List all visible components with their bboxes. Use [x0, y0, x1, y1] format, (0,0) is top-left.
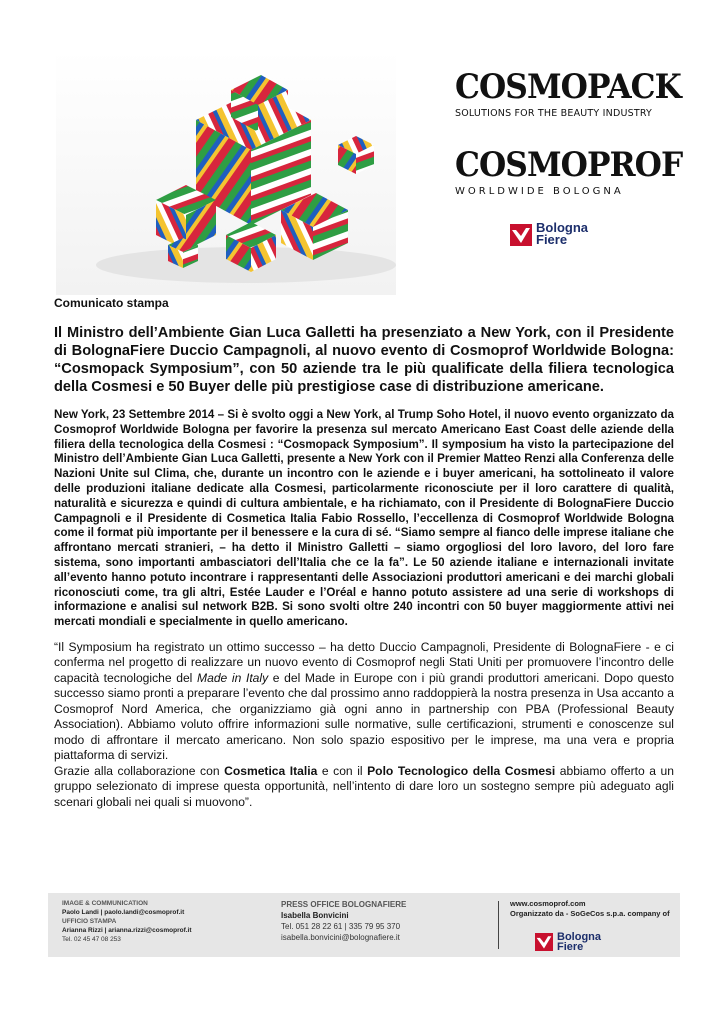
footer-heading-image: IMAGE & COMMUNICATION [62, 900, 148, 907]
quote-paragraph-1 [54, 640, 674, 764]
cosmoprof-logo [455, 145, 683, 197]
footer-email-2[interactable]: isabella.bonvicini@bolognafiere.it [281, 933, 400, 942]
quote2-bold-cosmetica-italia: Cosmetica Italia [224, 763, 318, 778]
cosmopack-wordmark: COSMOPACK [455, 67, 681, 107]
footer-bolognafiere-mark-icon [535, 933, 553, 951]
hero-image-cubes [56, 50, 396, 295]
headline: Il Ministro dell’Ambiente Gian Luca Galletti ha presenziato a New York, con il Presidente di BolognaFiere Duccio Campagnoli, al nuovo evento di Cosmoprof Worldwide Bologna: “Cosmopack Symposium”, con 50 aziende tra le più qualificate della filiera tecnologica della Cosmesi e 50 Buyer delle più prestigiose case di distribuzione americane. [54, 325, 674, 395]
cosmoprof-wordmark: COSMOPROF [455, 145, 683, 185]
quote2-bold-polo-tecnologico: Polo Tecnologico della Cosmesi [367, 763, 556, 778]
footer-tel-2: Tel. 051 28 22 61 | 335 79 95 370 [281, 922, 401, 931]
bolognafiere-line2: Fiere [536, 232, 568, 247]
footer-contacts [48, 893, 680, 957]
bolognafiere-line1: Bologna [536, 220, 588, 235]
footer-bolognafiere-line2: Fiere [557, 941, 584, 953]
cosmopack-logo [455, 67, 681, 119]
quote2-text-1: Grazie alla collaborazione con [54, 763, 225, 778]
footer-col-press-office [281, 899, 481, 943]
footer-organizer: Organizzato da - SoGeCos s.p.a. company of [510, 909, 670, 918]
bolognafiere-mark-icon [510, 224, 532, 246]
paragraph-main: New York, 23 Settembre 2014 – Si è svolto oggi a New York, al Trump Soho Hotel, il nuovo evento organizzato da Cosmoprof Worldwide Bologna per favorire la presenza sul mercato Americano East Coast delle aziende della filiera della tecnologica della Cosmesi : “Cosmopack Symposium”. Il symposium ha visto la partecipazione del Ministro dell’Ambiente Gian Luca Galletti, presente a New York con il Premier Matteo Renzi alla Conferenza delle Nazioni Unite sul Clima, che, durante un incontro con le aziende e i buyer americani, ha sottolineato il valore delle produzioni italiane dedicate alla Cosmesi, particolarmente riconosciute per il loro carattere di qualità, naturalità e sicurezza e quindi di cultura ambientale, e ha richiamato, con il Presidente di BolognaFiere Duccio Campagnoli e il Presidente di Cosmetica Italia Fabio Rossello, l’eccellenza di Cosmoprof Worldwide Bologna come il format più importante per il benessere e la cura di sé. “Siamo sempre al fianco delle imprese italiane che affrontano mercati stranieri, – ha detto il Ministro Galletti – siamo orgogliosi del loro lavoro, del loro fare sistema, sono importanti ambasciatori dell’Italia che ce la fa”. Le 50 aziende italiane e internazionali invitate all’evento hanno potuto incontrare i rappresentanti delle Associazioni produttori americani e dei marchi globali riconosciuti come, tra gli altri, Estée Lauder e l’Oréal e hanno potuto assistere ad una serie di workshops di informazione e analisi sul network B2B. Si sono svolti oltre 240 incontri con 50 buyer maggiormente attivi nei mercati mondiali e specialmente in quello americano. [54, 408, 674, 629]
quote-paragraph-2 [54, 764, 674, 811]
bolognafiere-logo [510, 220, 620, 250]
footer-heading-press: PRESS OFFICE BOLOGNAFIERE [281, 900, 407, 909]
cosmoprof-tagline: WORLDWIDE BOLOGNA [455, 186, 624, 197]
press-release-body [54, 296, 674, 810]
footer-heading-ufficio: UFFICIO STAMPA [62, 918, 117, 925]
footer-contact-bonvicini: Isabella Bonvicini [281, 911, 349, 920]
footer-bolognafiere-line1: Bologna [557, 931, 601, 943]
footer-contact-landi: Paolo Landi | paolo.landi@cosmoprof.it [62, 909, 185, 916]
quote-italic-made-in-italy: Made in Italy [197, 670, 269, 685]
cosmopack-tagline: SOLUTIONS FOR THE BEAUTY INDUSTRY [455, 108, 653, 119]
footer-col-communication [62, 899, 262, 944]
footer-tel-1: Tel. 02 45 47 08 253 [62, 936, 121, 943]
footer-contact-rizzi: Arianna Rizzi | arianna.rizzi@cosmoprof.it [62, 927, 192, 934]
quote2-text-2: e con il [317, 763, 368, 778]
document-label: Comunicato stampa [54, 296, 169, 310]
quote-text-1: “Il Symposium ha registrato un ottimo successo – ha detto Duccio Campagnoli, Presidente di BolognaFiere - e ci conferma nel progetto di realizzare un nuovo evento di Cosmoprof negli Stati Uniti per promuovere l’incontro delle capacità tecnologiche del [54, 639, 674, 685]
footer-divider [498, 901, 499, 949]
bolognafiere-wordmark [536, 222, 588, 246]
quote-text-2: e del Made in Europe con i più grandi produttori americani. Dopo questo successo siamo pronti a preparare l’evento che dal prossimo anno raddoppierà la nostra presenza in Usa accanto a Cosmoprof Nord America, che organizziamo già ogni anno in partnership con PBA (Professional Beauty Association). Abbiamo voluto offrire informazioni sulle normative, sulle certificazioni, strumenti e conoscenze sul modo di affrontare il mercato americano. Non solo spazio espositivo per le imprese, ma una vera e propria piattaforma di servizi. [54, 670, 674, 763]
footer-col-organizer [510, 899, 680, 953]
footer-bolognafiere-wordmark [557, 932, 601, 952]
quote2-text-3: abbiamo offerto a un gruppo selezionato di imprese questa opportunità, nell’intento di dare loro un sostegno sempre più adeguato agli scenari globali nei quali si muovono”. [54, 763, 675, 809]
footer-bolognafiere-logo [535, 931, 625, 955]
footer-url[interactable]: www.cosmoprof.com [510, 899, 586, 908]
